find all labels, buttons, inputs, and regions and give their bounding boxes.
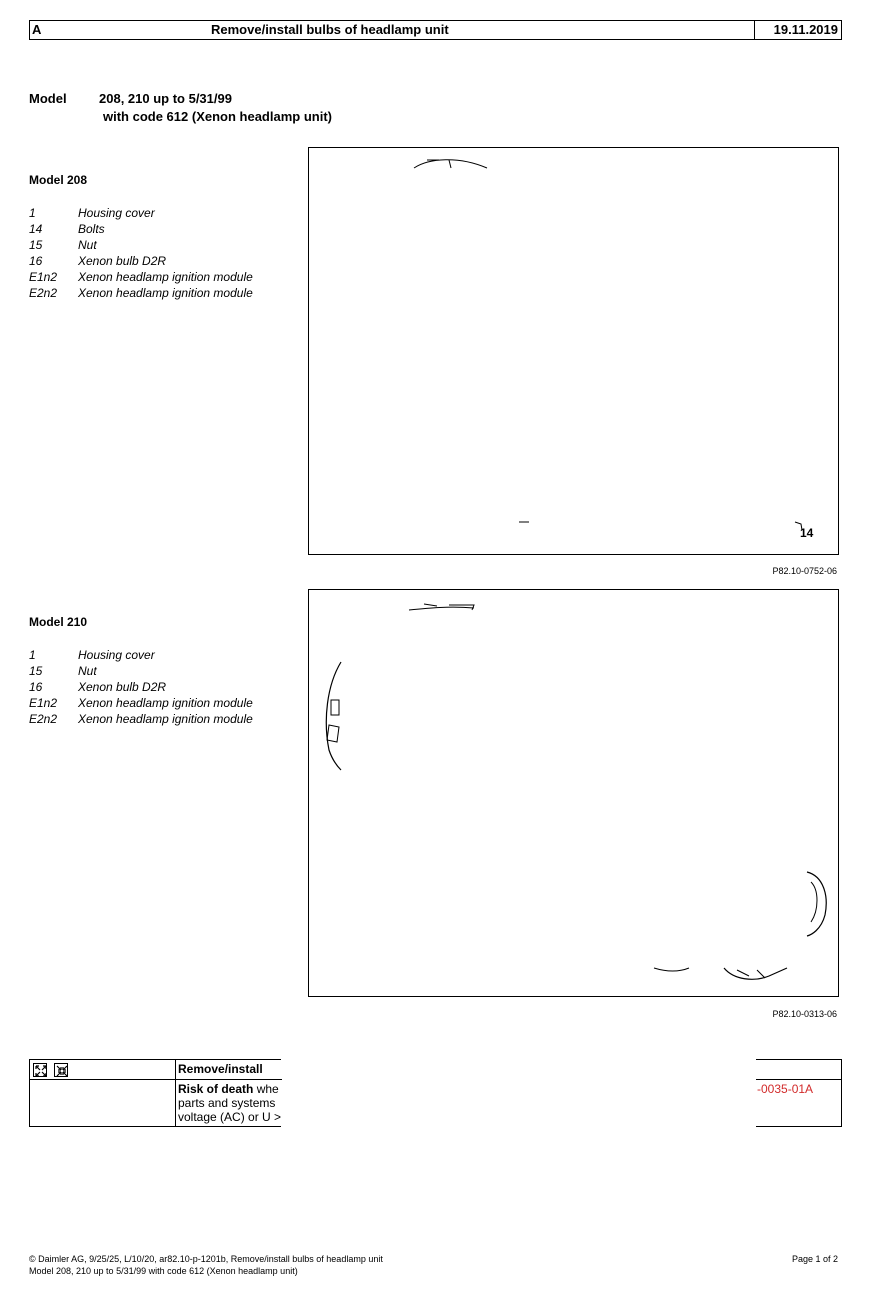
header-gap	[160, 21, 209, 39]
legend-number: 1	[29, 648, 36, 662]
table-blank-area	[282, 1059, 756, 1128]
footer-line-2: Model 208, 210 up to 5/31/99 with code 612 (Xenon headlamp unit)	[29, 1266, 298, 1276]
page-number: Page 1 of 2	[791, 1254, 838, 1264]
callout-14: 14	[800, 526, 814, 540]
legend-text: Xenon headlamp ignition module	[78, 286, 253, 300]
model-208-figure-ref: P82.10-0752-06	[772, 566, 837, 576]
legend-number: E2n2	[29, 712, 58, 726]
legend-text: Xenon headlamp ignition module	[78, 712, 253, 726]
legend-text: Housing cover	[78, 648, 155, 662]
expand-icon[interactable]	[33, 1063, 47, 1077]
headlamp-diagram-210	[309, 590, 840, 998]
body-line1-rest: whe	[253, 1082, 279, 1096]
footer-left	[29, 1253, 383, 1277]
body-line-2: parts and systems	[178, 1096, 276, 1110]
legend-text: Nut	[78, 238, 97, 252]
risk-of-death-label: Risk of death	[178, 1082, 254, 1096]
model-208-figure	[308, 147, 839, 555]
collapse-icon[interactable]	[54, 1063, 68, 1077]
model-line-1: 208, 210 up to 5/31/99	[99, 91, 232, 106]
legend-number: 16	[29, 680, 43, 694]
legend-text: Housing cover	[78, 206, 155, 220]
legend-number: E1n2	[29, 270, 58, 284]
legend-number: 1	[29, 206, 36, 220]
model-210-figure	[308, 589, 839, 997]
remove-install-table	[29, 1059, 842, 1127]
header-gap-underline	[160, 39, 209, 40]
legend-number: 15	[29, 664, 43, 678]
header-title: Remove/install bulbs of headlamp unit	[208, 21, 754, 39]
body-line-3: voltage (AC) or U >	[178, 1110, 282, 1124]
legend-number: 16	[29, 254, 43, 268]
footer-line-1: © Daimler AG, 9/25/25, L/10/20, ar82.10-p-1201b, Remove/install bulbs of headlamp unit	[29, 1254, 383, 1264]
legend-number: E1n2	[29, 696, 58, 710]
legend-text: Xenon headlamp ignition module	[78, 270, 253, 284]
legend-text: Bolts	[78, 222, 105, 236]
model-210-figure-ref: P82.10-0313-06	[772, 1009, 837, 1019]
document-header	[29, 20, 842, 40]
table-top-gap	[281, 1059, 755, 1060]
model-line-2: with code 612 (Xenon headlamp unit)	[103, 109, 332, 124]
document-reference-link[interactable]: -0035-01A	[757, 1082, 814, 1096]
model-label: Model	[29, 91, 67, 106]
table-bottom-gap	[281, 1126, 755, 1127]
legend-number: 15	[29, 238, 43, 252]
header-date: 19.11.2019	[754, 21, 841, 39]
table-icon-cell	[30, 1060, 176, 1126]
table-header-title: Remove/install	[178, 1062, 263, 1076]
model-210-title: Model 210	[29, 615, 88, 629]
model-208-title: Model 208	[29, 173, 88, 187]
legend-number: E2n2	[29, 286, 58, 300]
legend-text: Nut	[78, 664, 97, 678]
legend-text: Xenon headlamp ignition module	[78, 696, 253, 710]
headlamp-diagram-208	[309, 148, 840, 556]
header-section: A	[32, 22, 42, 37]
table-body-text	[178, 1082, 283, 1124]
legend-number: 14	[29, 222, 43, 236]
legend-text: Xenon bulb D2R	[78, 254, 167, 268]
legend-text: Xenon bulb D2R	[78, 680, 167, 694]
